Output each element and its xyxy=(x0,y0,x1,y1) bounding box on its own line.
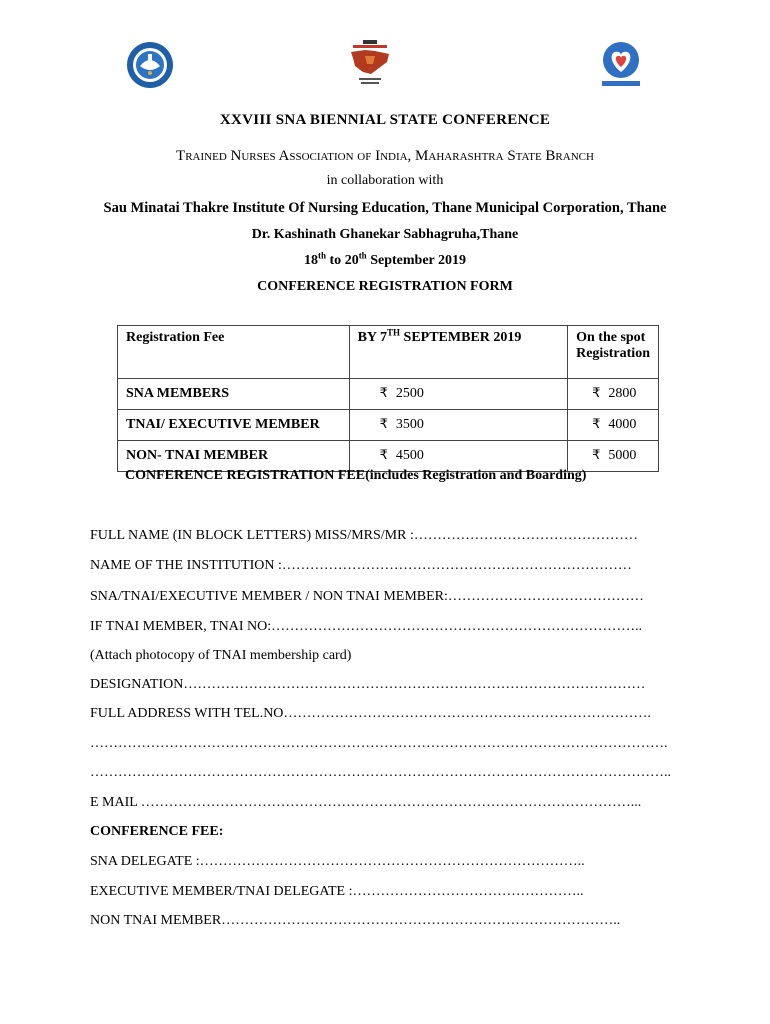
early-fee: ₹ 4500 xyxy=(349,441,568,472)
form-title: CONFERENCE REGISTRATION FORM xyxy=(257,279,513,294)
spot-fee: ₹ 4000 xyxy=(568,410,659,441)
full-name-field[interactable]: FULL NAME (IN BLOCK LETTERS) MISS/MRS/MR :………………………………………… xyxy=(90,528,638,543)
table-row xyxy=(118,410,659,441)
address-line-2[interactable]: ……………………………………………………………………………………………………………. xyxy=(90,736,668,751)
spot-fee: ₹ 5000 xyxy=(568,441,659,472)
venue: Dr. Kashinath Ghanekar Sabhagruha,Thane xyxy=(251,227,519,242)
conference-fee-heading: CONFERENCE FEE: xyxy=(90,824,224,839)
rupee-icon: ₹ xyxy=(379,448,388,463)
early-fee: ₹ 2500 xyxy=(349,379,568,410)
attach-note: (Attach photocopy of TNAI membership card) xyxy=(90,648,352,663)
header-early-deadline: BY 7TH SEPTEMBER 2019 xyxy=(349,326,568,379)
executive-delegate-field[interactable]: EXECUTIVE MEMBER/TNAI DELEGATE :………………………………………….. xyxy=(90,884,584,899)
association-name: Trained Nurses Association of India, Maharashtra State Branch xyxy=(176,148,594,164)
registration-fee-table xyxy=(117,325,659,472)
rupee-icon: ₹ xyxy=(592,386,601,401)
rupee-icon: ₹ xyxy=(379,386,388,401)
tnai-number-field[interactable]: IF TNAI MEMBER, TNAI NO:…………………………………………………………………….. xyxy=(90,619,643,634)
tnai-emblem-logo xyxy=(122,40,178,90)
header-registration-fee: Registration Fee xyxy=(118,326,350,379)
conference-dates: 18th to 20th September 2019 xyxy=(304,250,466,268)
fee-category: NON- TNAI MEMBER xyxy=(118,441,350,472)
institution-field[interactable]: NAME OF THE INSTITUTION :………………………………………………………………… xyxy=(90,558,632,573)
table-row xyxy=(118,379,659,410)
heart-care-logo xyxy=(598,40,644,88)
fee-note: CONFERENCE REGISTRATION FEE(includes Registration and Boarding) xyxy=(125,468,587,483)
early-fee: ₹ 3500 xyxy=(349,410,568,441)
fee-category: TNAI/ EXECUTIVE MEMBER xyxy=(118,410,350,441)
maharashtra-map-logo xyxy=(345,38,395,90)
table-row xyxy=(118,441,659,472)
institute-name: Sau Minatai Thakre Institute Of Nursing Education, Thane Municipal Corporation, Thane xyxy=(103,200,667,216)
collaboration-text: in collaboration with xyxy=(326,173,444,188)
address-line-3[interactable]: …………………………………………………………………………………………………………….. xyxy=(90,765,671,780)
email-field[interactable]: E MAIL ……………………………………………………………………………………………... xyxy=(90,795,642,810)
membership-type-field[interactable]: SNA/TNAI/EXECUTIVE MEMBER / NON TNAI MEMBER:…………………………………… xyxy=(90,589,644,604)
designation-field[interactable]: DESIGNATION……………………………………………………………………………………… xyxy=(90,677,646,692)
rupee-icon: ₹ xyxy=(592,448,601,463)
non-tnai-member-field[interactable]: NON TNAI MEMBER………………………………………………………………………….. xyxy=(90,913,621,928)
conference-title: XXVIII SNA BIENNIAL STATE CONFERENCE xyxy=(219,112,551,128)
header-on-the-spot: On the spot Registration xyxy=(568,326,659,379)
rupee-icon: ₹ xyxy=(592,417,601,432)
spot-fee: ₹ 2800 xyxy=(568,379,659,410)
address-field[interactable]: FULL ADDRESS WITH TEL.NO……………………………………………………………………. xyxy=(90,706,651,721)
sna-delegate-field[interactable]: SNA DELEGATE :……………………………………………………………………….. xyxy=(90,854,585,869)
rupee-icon: ₹ xyxy=(379,417,388,432)
table-header-row xyxy=(118,326,659,379)
fee-category: SNA MEMBERS xyxy=(118,379,350,410)
